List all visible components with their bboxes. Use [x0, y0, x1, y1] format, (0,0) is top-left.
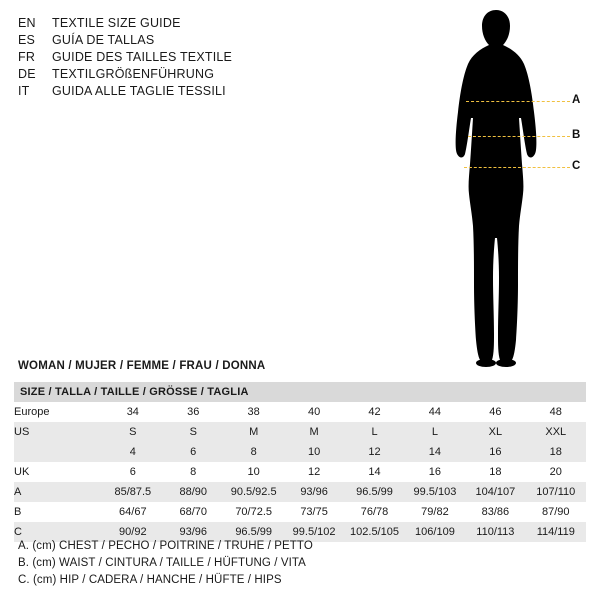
cell: S — [103, 422, 163, 442]
cell: 110/113 — [465, 522, 525, 542]
cell: 99.5/103 — [405, 482, 465, 502]
cell: 36 — [163, 402, 223, 422]
language-title: TEXTILE SIZE GUIDE — [52, 16, 181, 30]
cell: 107/110 — [526, 482, 586, 502]
row-label — [14, 442, 103, 462]
table-row — [14, 502, 586, 522]
cell: 88/90 — [163, 482, 223, 502]
language-code: ES — [18, 33, 36, 47]
cell: 44 — [405, 402, 465, 422]
cell: 10 — [284, 442, 344, 462]
table-row — [14, 522, 586, 542]
cell: 46 — [465, 402, 525, 422]
cell: 64/67 — [103, 502, 163, 522]
language-row — [18, 67, 318, 84]
language-code: DE — [18, 67, 36, 81]
cell: 6 — [163, 442, 223, 462]
cell: 12 — [284, 462, 344, 482]
hip-measure-line — [464, 167, 570, 168]
language-row — [18, 84, 318, 101]
row-label: C — [14, 522, 103, 542]
size-table — [14, 382, 586, 542]
hip-measure-label: C — [572, 160, 581, 172]
language-row — [18, 50, 318, 67]
language-row — [18, 33, 318, 50]
table-header-row — [14, 382, 586, 402]
row-label: Europe — [14, 402, 103, 422]
waist-measure-line — [468, 136, 570, 137]
cell: 16 — [405, 462, 465, 482]
cell: 93/96 — [284, 482, 344, 502]
cell: 12 — [344, 442, 404, 462]
cell: XXL — [526, 422, 586, 442]
table-row — [14, 462, 586, 482]
language-title: GUIDA ALLE TAGLIE TESSILI — [52, 84, 226, 98]
cell: 48 — [526, 402, 586, 422]
language-code: FR — [18, 50, 36, 64]
cell: 96.5/99 — [223, 522, 283, 542]
cell: 6 — [103, 462, 163, 482]
cell: L — [344, 422, 404, 442]
cell: M — [284, 422, 344, 442]
language-row — [18, 16, 318, 33]
language-title: GUIDE DES TAILLES TEXTILE — [52, 50, 233, 64]
cell: 14 — [344, 462, 404, 482]
cell: 70/72.5 — [223, 502, 283, 522]
cell: 96.5/99 — [344, 482, 404, 502]
chest-measure-line — [466, 101, 570, 102]
woman-silhouette-icon — [420, 8, 590, 368]
cell: 10 — [223, 462, 283, 482]
cell: 20 — [526, 462, 586, 482]
cell: 14 — [405, 442, 465, 462]
table-row — [14, 442, 586, 462]
body-figure — [420, 8, 590, 368]
cell: 114/119 — [526, 522, 586, 542]
chest-measure-label: A — [572, 94, 581, 106]
cell: 79/82 — [405, 502, 465, 522]
cell: 76/78 — [344, 502, 404, 522]
cell: 34 — [103, 402, 163, 422]
cell: XL — [465, 422, 525, 442]
cell: M — [223, 422, 283, 442]
cell: 68/70 — [163, 502, 223, 522]
language-title-list — [18, 16, 318, 101]
legend-row-hip: C. (cm) HIP / CADERA / HANCHE / HÜFTE / HIPS — [18, 574, 282, 586]
row-label: B — [14, 502, 103, 522]
row-label: US — [14, 422, 103, 442]
table-header-label: SIZE / TALLA / TAILLE / GRÖSSE / TAGLIA — [14, 382, 586, 402]
table-row — [14, 482, 586, 502]
cell: 18 — [465, 462, 525, 482]
cell: 18 — [526, 442, 586, 462]
cell: 93/96 — [163, 522, 223, 542]
cell: 87/90 — [526, 502, 586, 522]
table-row — [14, 402, 586, 422]
legend-row-chest: A. (cm) CHEST / PECHO / POITRINE / TRUHE / PETTO — [18, 540, 313, 552]
cell: 102.5/105 — [344, 522, 404, 542]
cell: S — [163, 422, 223, 442]
cell: 90.5/92.5 — [223, 482, 283, 502]
cell: 83/86 — [465, 502, 525, 522]
cell: 73/75 — [284, 502, 344, 522]
cell: L — [405, 422, 465, 442]
cell: 99.5/102 — [284, 522, 344, 542]
cell: 104/107 — [465, 482, 525, 502]
cell: 8 — [163, 462, 223, 482]
waist-measure-label: B — [572, 129, 581, 141]
cell: 4 — [103, 442, 163, 462]
table-caption: WOMAN / MUJER / FEMME / FRAU / DONNA — [18, 360, 266, 372]
language-title: GUÍA DE TALLAS — [52, 33, 155, 47]
legend-row-waist: B. (cm) WAIST / CINTURA / TAILLE / HÜFTUNG / VITA — [18, 557, 306, 569]
language-code: IT — [18, 84, 30, 98]
cell: 38 — [223, 402, 283, 422]
row-label: UK — [14, 462, 103, 482]
language-title: TEXTILGRÖßENFÜHRUNG — [52, 67, 215, 81]
language-code: EN — [18, 16, 36, 30]
cell: 16 — [465, 442, 525, 462]
cell: 106/109 — [405, 522, 465, 542]
cell: 40 — [284, 402, 344, 422]
cell: 42 — [344, 402, 404, 422]
row-label: A — [14, 482, 103, 502]
cell: 8 — [223, 442, 283, 462]
cell: 90/92 — [103, 522, 163, 542]
cell: 85/87.5 — [103, 482, 163, 502]
table-row — [14, 422, 586, 442]
measurement-legend — [18, 540, 578, 591]
